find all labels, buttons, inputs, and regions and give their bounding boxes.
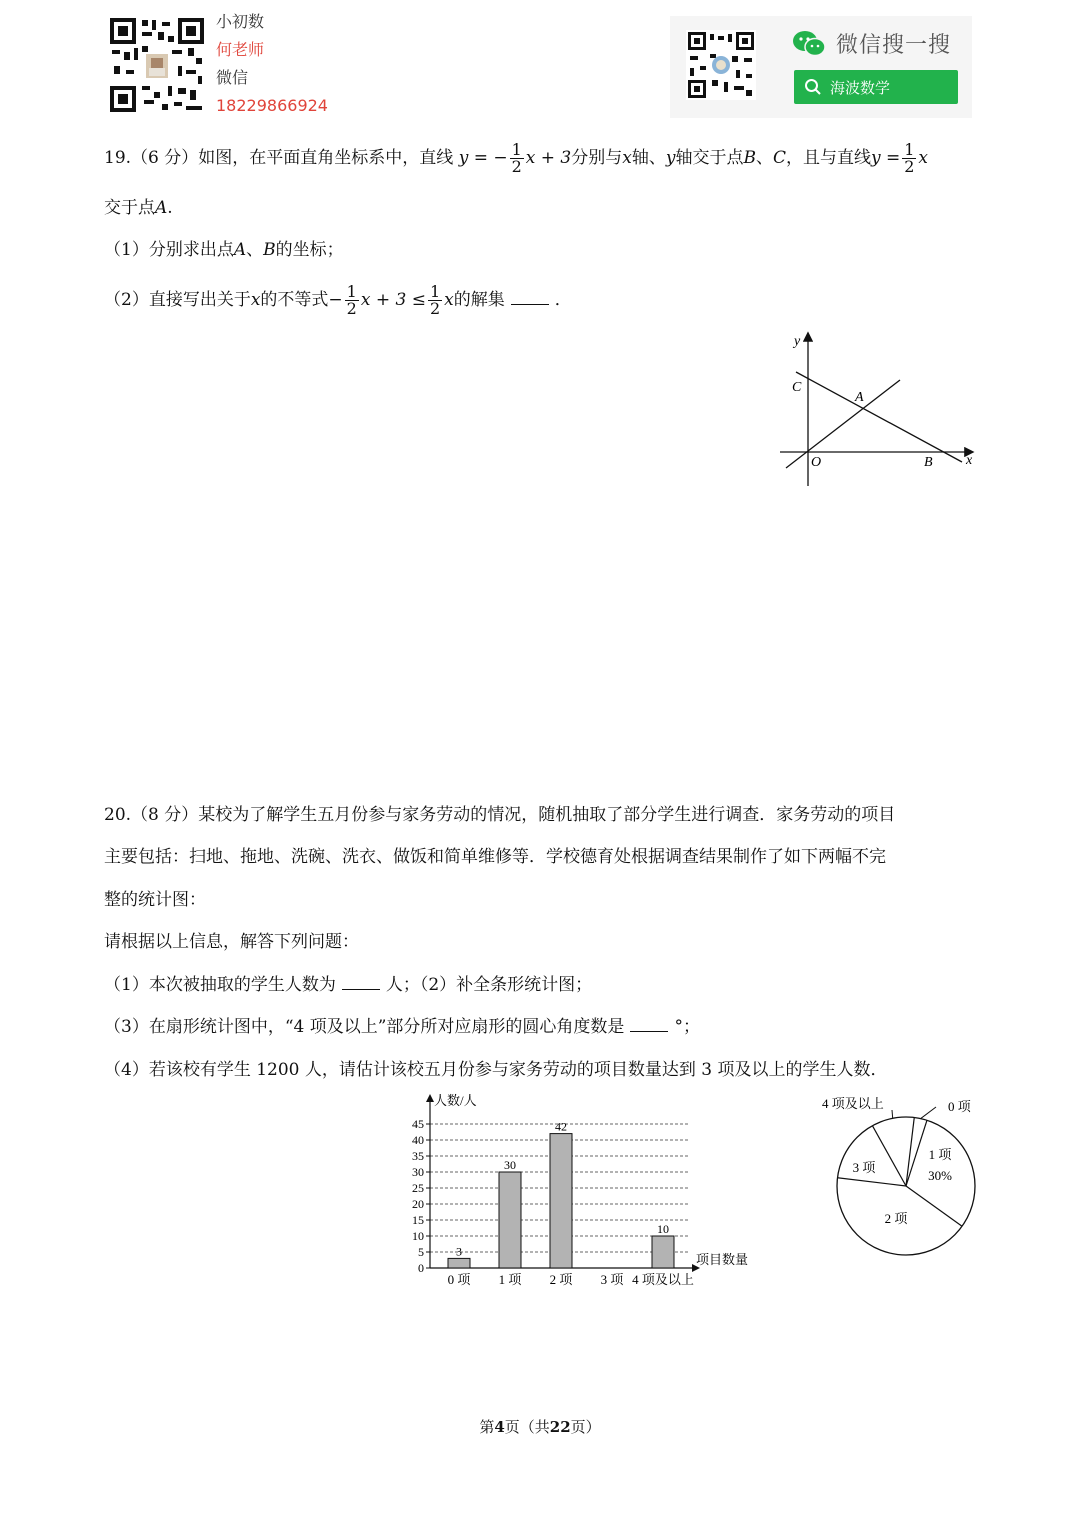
q20-score: （8 分） [131, 805, 199, 825]
q19-pt-c: C [772, 148, 786, 168]
q19-eq2-num: 1 [904, 140, 915, 159]
q20-sub2-label: （2） [419, 975, 457, 995]
qr-code-left [108, 16, 206, 114]
pie-label: 1 项 [928, 1147, 952, 1162]
note-line-1: 小初数 [216, 12, 265, 31]
q19-eq2-den: 2 [904, 157, 915, 176]
q20-sub1-label: （1） [104, 975, 149, 995]
q19-sub1-text: 分别求出点 [148, 240, 234, 260]
q19-score: （6 分） [131, 148, 199, 168]
y-tick-label: 10 [412, 1229, 424, 1243]
q19-x: x [622, 148, 632, 168]
q19-eq1-den: 2 [511, 157, 522, 176]
bar-data-label: 3 [456, 1244, 462, 1259]
page-mid: 页（共 [504, 1418, 550, 1436]
q19-sub2-text: 直接写出关于 [148, 290, 251, 310]
wechat-logo-icon [792, 30, 826, 58]
y-tick-label: 35 [412, 1149, 424, 1163]
contact-note [216, 8, 328, 120]
q20-sub1-text: 本次被抽取的学生人数为 [148, 975, 336, 995]
q19-sub1 [104, 239, 344, 261]
q19-sub2-tail: 的解集 [453, 290, 505, 310]
q19-line-1 [104, 142, 928, 175]
q20-number: 20. [104, 805, 132, 825]
pie-label: 0 项 [948, 1099, 971, 1114]
q19-eq2-fraction [902, 142, 916, 175]
q19-y: y [665, 148, 676, 168]
q19-text-e: ，且与直线 [785, 148, 871, 168]
wechat-search-button[interactable] [794, 70, 958, 104]
q20-para-4: 请根据以上信息，解答下列问题： [104, 932, 359, 952]
q19-text-c: 轴、 [631, 148, 666, 168]
q19-line-2 [104, 197, 173, 219]
answer-blank[interactable] [342, 975, 380, 990]
q19-ineq-num2: 1 [429, 282, 441, 301]
q19-text-a: 如图，在平面直角坐标系中，直线 [198, 148, 454, 168]
q20-sub1-unit: 人； [385, 975, 420, 995]
q19-eq2-prefix: y = [870, 148, 901, 168]
q19-ineq-den1: 2 [346, 299, 357, 318]
answer-blank[interactable] [511, 290, 549, 305]
q19-sub1-b: B [263, 240, 276, 260]
x-tick-label: 1 项 [498, 1272, 522, 1287]
page-total: 22 [549, 1418, 571, 1436]
label-y: y [794, 334, 801, 349]
q19-ineq-den2: 2 [429, 299, 441, 318]
q19-ineq-fraction-1 [345, 284, 359, 317]
bar-data-label: 42 [555, 1119, 567, 1134]
line-bc [796, 372, 962, 462]
qr-code-right [686, 30, 756, 100]
q20-sub4-text: 若该校有学生 1200 人，请估计该校五月份参与家务劳动的项目数量达到 3 项及以上的学生人数． [148, 1060, 888, 1080]
y-tick-label: 45 [412, 1117, 424, 1131]
q20-sub4 [104, 1059, 888, 1081]
q19-sub2-text2: 的不等式 [260, 290, 329, 310]
q20-sub3-label: （3） [104, 1017, 149, 1037]
q20-sub1-2 [104, 974, 592, 996]
q19-sub1-label: （1） [104, 240, 149, 260]
bar-chart [400, 1088, 770, 1294]
q20-sub3-tail: °； [674, 1017, 700, 1037]
note-phone: 18229866924 [216, 96, 328, 115]
q19-sub2 [104, 284, 572, 317]
bar [550, 1134, 572, 1268]
bar [652, 1236, 674, 1268]
bar [499, 1172, 521, 1268]
x-axis-label: 项目数量 [696, 1252, 749, 1267]
q19-sep: 、 [755, 148, 773, 168]
q20-para-2: 主要包括：扫地、拖地、洗碗、洗衣、做饭和简单维修等．学校德育处根据调查结果制作了如下两幅不完 [104, 847, 886, 867]
q20-para-3: 整的统计图： [104, 890, 206, 910]
q19-eq1-fraction [510, 142, 524, 175]
wechat-search-query: 海波数学 [830, 79, 891, 97]
q19-ineq-right: x [444, 290, 454, 310]
q19-sub2-x: x [250, 290, 261, 310]
answer-blank[interactable] [630, 1017, 668, 1032]
q20-sub2-text: 补全条形统计图； [456, 975, 593, 995]
bar-data-label: 10 [657, 1222, 669, 1236]
q19-coordinate-figure [776, 328, 978, 490]
bar-data-label: 30 [504, 1158, 516, 1172]
q19-eq1-num: 1 [511, 140, 522, 159]
y-tick-label: 25 [412, 1181, 424, 1195]
q19-sub2-label: （2） [104, 290, 149, 310]
q19-pt-a: A [155, 198, 168, 218]
q19-pt-b: B [743, 148, 756, 168]
q19-number: 19. [104, 148, 132, 168]
pie-label: 2 项 [884, 1211, 908, 1226]
page-suffix: 页） [570, 1418, 601, 1436]
y-tick-label: 15 [412, 1213, 424, 1227]
label-b: B [924, 455, 933, 470]
q20-sub3 [104, 1016, 700, 1038]
q19-sub1-sep: 、 [246, 240, 264, 260]
x-tick-label: 4 项及以上 [632, 1272, 694, 1287]
pie-percent-label: 30% [928, 1168, 952, 1183]
q19-sub1-a: A [233, 240, 247, 260]
x-tick-label: 2 项 [549, 1272, 573, 1287]
q19-eq2-suffix: x [918, 148, 929, 168]
q19-text-b: 分别与 [571, 148, 623, 168]
q19-ineq-fraction-2 [428, 284, 442, 317]
y-axis-arrow [426, 1094, 434, 1102]
q19-text-d: 轴交于点 [675, 148, 744, 168]
q19-ineq-num1: 1 [346, 282, 357, 301]
q19-line2-text: 交于点 [104, 198, 155, 218]
y-tick-label: 5 [418, 1245, 424, 1259]
pie-label: 4 项及以上 [822, 1096, 884, 1111]
line-oa [786, 380, 900, 468]
q19-ineq-minus: − [328, 290, 343, 310]
search-icon [804, 78, 822, 96]
page-current: 4 [494, 1418, 505, 1436]
note-line-2: 何老师 [216, 40, 265, 59]
page-prefix: 第 [479, 1418, 495, 1436]
x-tick-label: 3 项 [600, 1272, 624, 1287]
wechat-search-card [670, 16, 972, 118]
label-o: O [811, 455, 822, 470]
q19-ineq-mid: x + 3 ≤ [360, 290, 426, 310]
label-a: A [855, 390, 864, 405]
q19-sub1-tail: 的坐标； [275, 240, 344, 260]
note-line-3: 微信 [216, 68, 249, 87]
y-tick-label: 30 [412, 1165, 424, 1179]
pie-leader-line [892, 1110, 893, 1118]
y-tick-label: 40 [412, 1133, 424, 1147]
q19-eq1-suffix: x + 3 [525, 148, 572, 168]
wechat-search-label: 微信搜一搜 [836, 33, 952, 58]
pie-chart [800, 1090, 990, 1266]
bar [448, 1258, 470, 1268]
q19-sub2-end: ． [554, 290, 572, 310]
pie-label: 3 项 [852, 1160, 876, 1175]
label-x: x [966, 453, 973, 468]
q20-para1-text: 某校为了解学生五月份参与家务劳动的情况，随机抽取了部分学生进行调查．家务劳动的项目 [198, 805, 896, 825]
pie-leader-line [921, 1107, 936, 1119]
y-tick-label: 0 [418, 1261, 424, 1275]
y-axis-label: 人数/人 [434, 1093, 477, 1108]
y-tick-label: 20 [412, 1197, 424, 1211]
q19-eq1-prefix: y = − [458, 148, 508, 168]
page-number [0, 1416, 1080, 1437]
q20-para-1 [104, 804, 895, 826]
q20-sub4-label: （4） [104, 1060, 149, 1080]
q19-period: . [167, 198, 173, 218]
q20-sub3-text: 在扇形统计图中，“4 项及以上”部分所对应扇形的圆心角度数是 [148, 1017, 625, 1037]
label-c: C [792, 380, 802, 395]
x-tick-label: 0 项 [447, 1272, 471, 1287]
